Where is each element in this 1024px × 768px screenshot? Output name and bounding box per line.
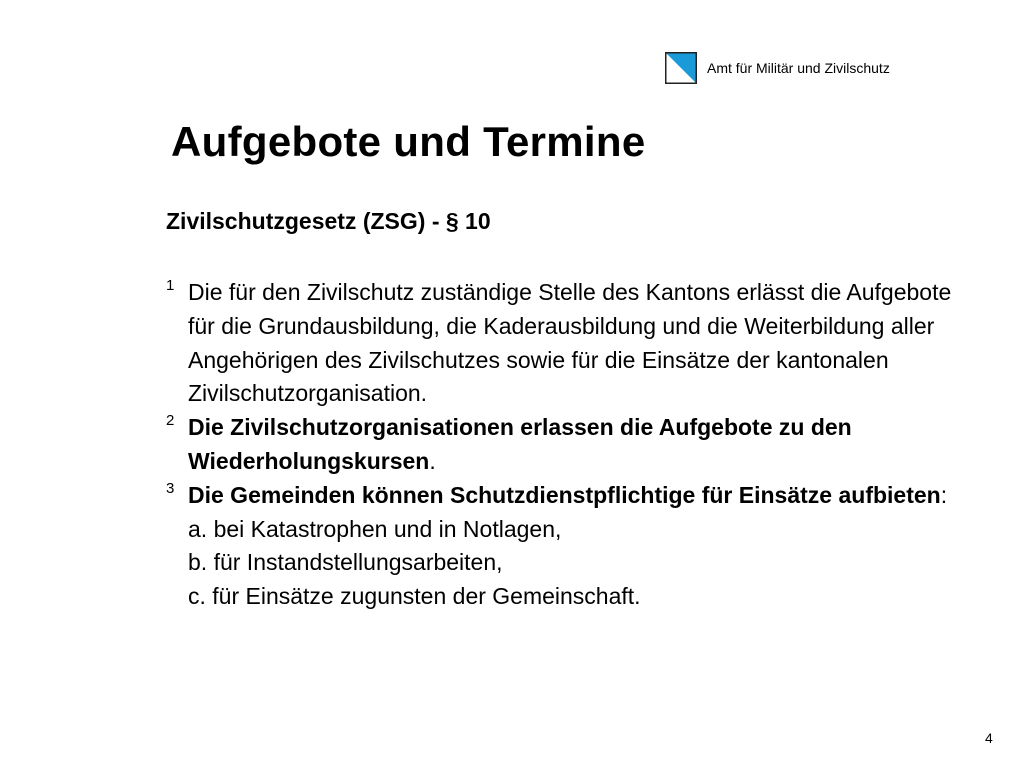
paragraph-text-bold: Die Gemeinden können Schutzdienstpflichtige für Einsätze aufbieten xyxy=(188,481,941,508)
paragraph-number: 1 xyxy=(166,277,175,294)
list-item-b: b. für Instandstellungsarbeiten, xyxy=(188,549,503,576)
zurich-coat-of-arms-icon xyxy=(665,52,697,84)
office-name: Amt für Militär und Zivilschutz xyxy=(707,60,890,76)
page-number: 4 xyxy=(985,730,993,746)
header xyxy=(665,50,890,86)
paragraph-3 xyxy=(166,479,966,614)
paragraph-2 xyxy=(166,411,966,479)
paragraph-text-end: . xyxy=(429,447,436,474)
page-title: Aufgebote und Termine xyxy=(171,118,646,165)
paragraph-number: 2 xyxy=(166,412,175,430)
law-heading: Zivilschutzgesetz (ZSG) - § 10 xyxy=(166,208,491,234)
paragraph-number: 3 xyxy=(166,479,175,497)
paragraph-text: Die für den Zivilschutz zuständige Stelle des Kantons erlässt die Aufgebote für die Grundausbildung, die Kaderausbildung und die Weiterbildung aller Angehörigen des Zivilschutzes sowie für die Einsätze der kantonalen Zivilschutzorganisation. xyxy=(188,279,952,407)
paragraph-text-bold: Die Zivilschutzorganisationen erlassen die Aufgebote zu den Wiederholungskursen xyxy=(188,414,852,474)
list-item-a: a. bei Katastrophen und in Notlagen, xyxy=(188,515,562,542)
paragraph-1 xyxy=(166,276,966,411)
paragraph-text-end: : xyxy=(940,481,948,508)
list-item-c: c. für Einsätze zugunsten der Gemeinschaft. xyxy=(188,583,641,610)
law-paragraphs xyxy=(166,276,966,614)
